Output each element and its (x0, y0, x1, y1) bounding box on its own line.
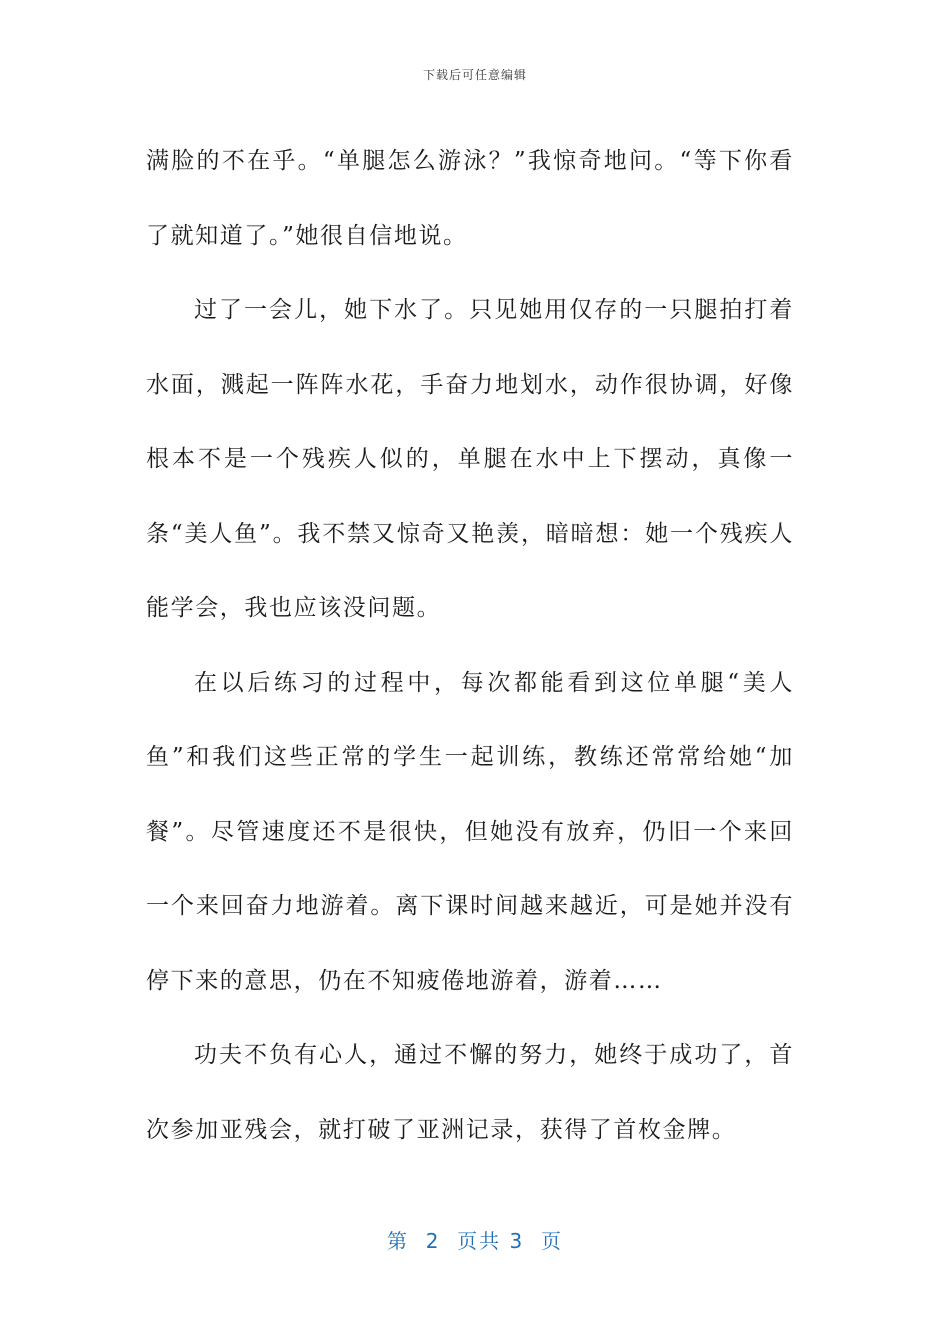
footer-prefix: 第 (387, 1229, 409, 1253)
footer-current-page: 2 (425, 1229, 441, 1253)
paragraph-4: 功夫不负有心人，通过不懈的努力，她终于成功了，首次参加亚残会，就打破了亚洲记录，获得了首枚金牌。 (146, 1042, 794, 1143)
footer-suffix: 页 (540, 1229, 563, 1253)
footer-total-pages: 3 (509, 1229, 525, 1253)
page-footer (0, 1225, 950, 1254)
document-body (146, 124, 794, 1167)
paragraph-1: 满脸的不在乎。“单腿怎么游泳？”我惊奇地问。“等下你看了就知道了。”她很自信地说。 (146, 148, 794, 249)
paragraph-3: 在以后练习的过程中，每次都能看到这位单腿“美人鱼”和我们这些正常的学生一起训练，教练还常常给她“加餐”。尽管速度还不是很快，但她没有放弃，仍旧一个来回一个来回奋力地游着。离下课时间越来越近，可是她并没有停下来的意思，仍在不知疲倦地游着，游着…… (146, 669, 794, 994)
page-header: 下载后可任意编辑 (422, 68, 527, 82)
footer-middle: 页共 (457, 1229, 502, 1253)
paragraph-2: 过了一会儿，她下水了。只见她用仅存的一只腿拍打着水面，溅起一阵阵水花，手奋力地划水，动作很协调，好像根本不是一个残疾人似的，单腿在水中上下摆动，真像一条“美人鱼”。我不禁又惊奇又艳羡，暗暗想：她一个残疾人能学会，我也应该没问题。 (146, 297, 794, 621)
